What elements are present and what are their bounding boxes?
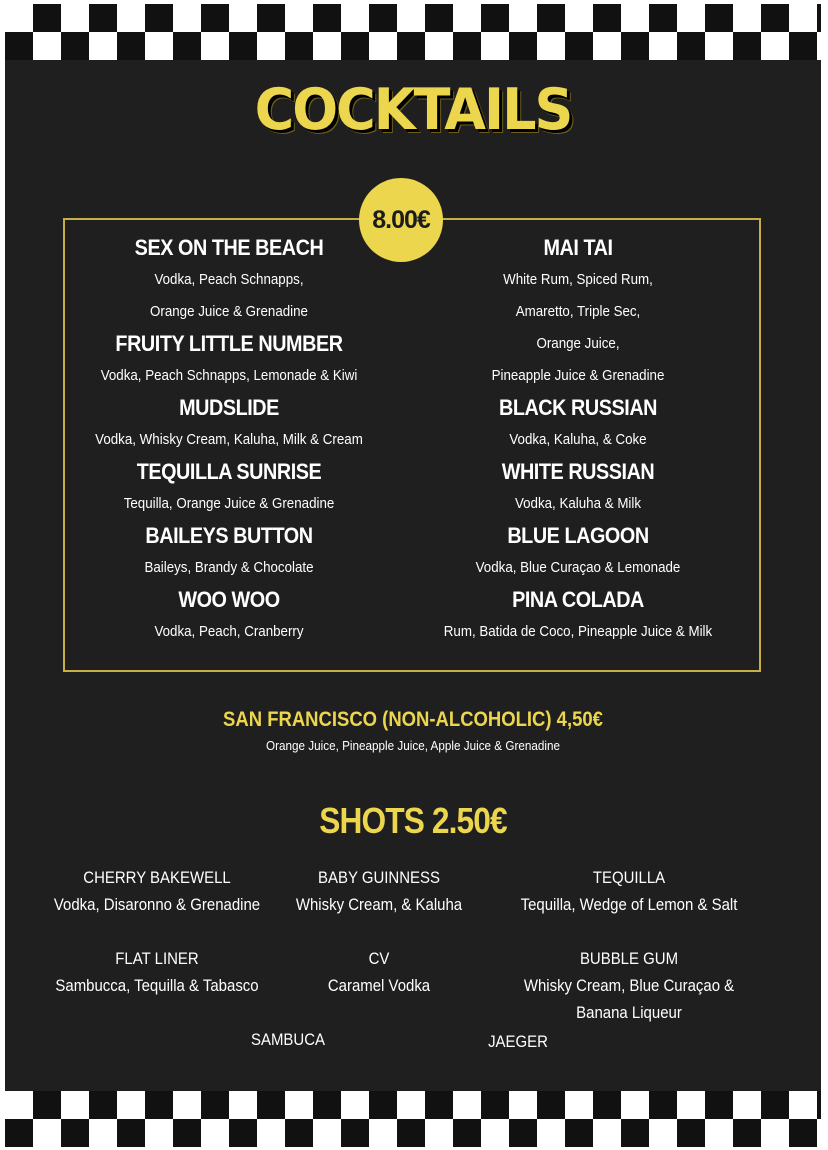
shot-name: BABY GUINNESS [318,868,440,887]
cocktail-ingredients: Vodka, Whisky Cream, Kaluha, Milk & Cream [95,432,363,448]
cocktail-name: MUDSLIDE [179,395,279,420]
shot-name: JAEGER [488,1032,548,1051]
cocktail-item [59,232,399,328]
cocktail-item [59,456,399,520]
cocktail-name: BLUE LAGOON [507,523,649,548]
shot-ingredients: Caramel Vodka [327,976,431,995]
shot-name: FLAT LINER [115,949,199,968]
cocktail-item [59,584,399,648]
cocktail-ingredients: Orange Juice, [536,336,620,352]
menu-page [5,4,821,1147]
checkered-border-top [5,4,821,60]
shot-ingredients: Tequilla, Wedge of Lemon & Salt [520,895,738,914]
cocktail-name: FRUITY LITTLE NUMBER [115,331,343,356]
shot-name: BUBBLE GUM [579,949,679,968]
cocktail-name: BLACK RUSSIAN [498,395,658,420]
cocktail-name: MAI TAI [543,235,613,260]
cocktail-ingredients: Vodka, Peach Schnapps, [154,272,304,288]
checkered-border-bottom [5,1091,821,1147]
cocktail-name: WOO WOO [178,587,280,612]
shot-name: CHERRY BAKEWELL [83,868,231,887]
cocktail-name: TEQUILLA SUNRISE [136,459,322,484]
shots-title: SHOTS 2.50€ [319,800,507,841]
cocktail-item [408,392,748,456]
cocktail-name: PINA COLADA [512,587,644,612]
special-drink-name: SAN FRANCISCO (NON-ALCOHOLIC) 4,50€ [223,708,603,731]
shot-ingredients: Vodka, Disaronno & Grenadine [53,895,261,914]
cocktail-ingredients: Vodka, Peach, Cranberry [154,624,304,640]
cocktail-ingredients: Vodka, Peach Schnapps, Lemonade & Kiwi [100,368,358,384]
shot-ingredients: Sambucca, Tequilla & Tabasco [55,976,259,995]
shot-ingredients: Whisky Cream, & Kaluha [295,895,463,914]
cocktail-ingredients: White Rum, Spiced Rum, [503,272,653,288]
cocktail-item [59,520,399,584]
cocktail-ingredients: Rum, Batida de Coco, Pineapple Juice & Milk [443,624,713,640]
cocktail-item [59,328,399,392]
cocktail-ingredients: Amaretto, Triple Sec, [515,304,641,320]
cocktail-item [408,232,748,392]
cocktail-ingredients: Vodka, Blue Curaçao & Lemonade [475,560,681,576]
shot-name: TEQUILLA [592,868,666,887]
cocktail-item [408,584,748,648]
cocktail-ingredients: Vodka, Kaluha, & Coke [509,432,647,448]
cocktail-item [59,392,399,456]
cocktail-ingredients: Orange Juice & Grenadine [150,304,308,320]
shot-name: SAMBUCA [250,1030,325,1049]
price-badge: 8.00€ [359,178,443,262]
cocktail-column-left [59,232,399,648]
cocktail-column-right [408,232,748,648]
shot-ingredients: Whisky Cream, Blue Curaçao & Banana Liqueur [523,976,735,1022]
menu-title: COCKTAILS [254,76,572,143]
cocktail-ingredients: Pineapple Juice & Grenadine [491,368,665,384]
cocktail-item [408,520,748,584]
cocktail-name: SEX ON THE BEACH [134,235,324,260]
special-drink-ingredients: Orange Juice, Pineapple Juice, Apple Juice & Grenadine [266,738,560,753]
cocktail-ingredients: Baileys, Brandy & Chocolate [144,560,314,576]
cocktail-item [408,456,748,520]
shot-item [479,864,779,918]
shot-name: CV [368,949,390,968]
cocktail-ingredients: Vodka, Kaluha & Milk [514,496,642,512]
shot-item [368,1028,668,1055]
cocktail-ingredients: Tequilla, Orange Juice & Grenadine [123,496,335,512]
cocktail-name: BAILEYS BUTTON [145,523,313,548]
shot-item [479,945,779,1026]
cocktail-name: WHITE RUSSIAN [501,459,655,484]
